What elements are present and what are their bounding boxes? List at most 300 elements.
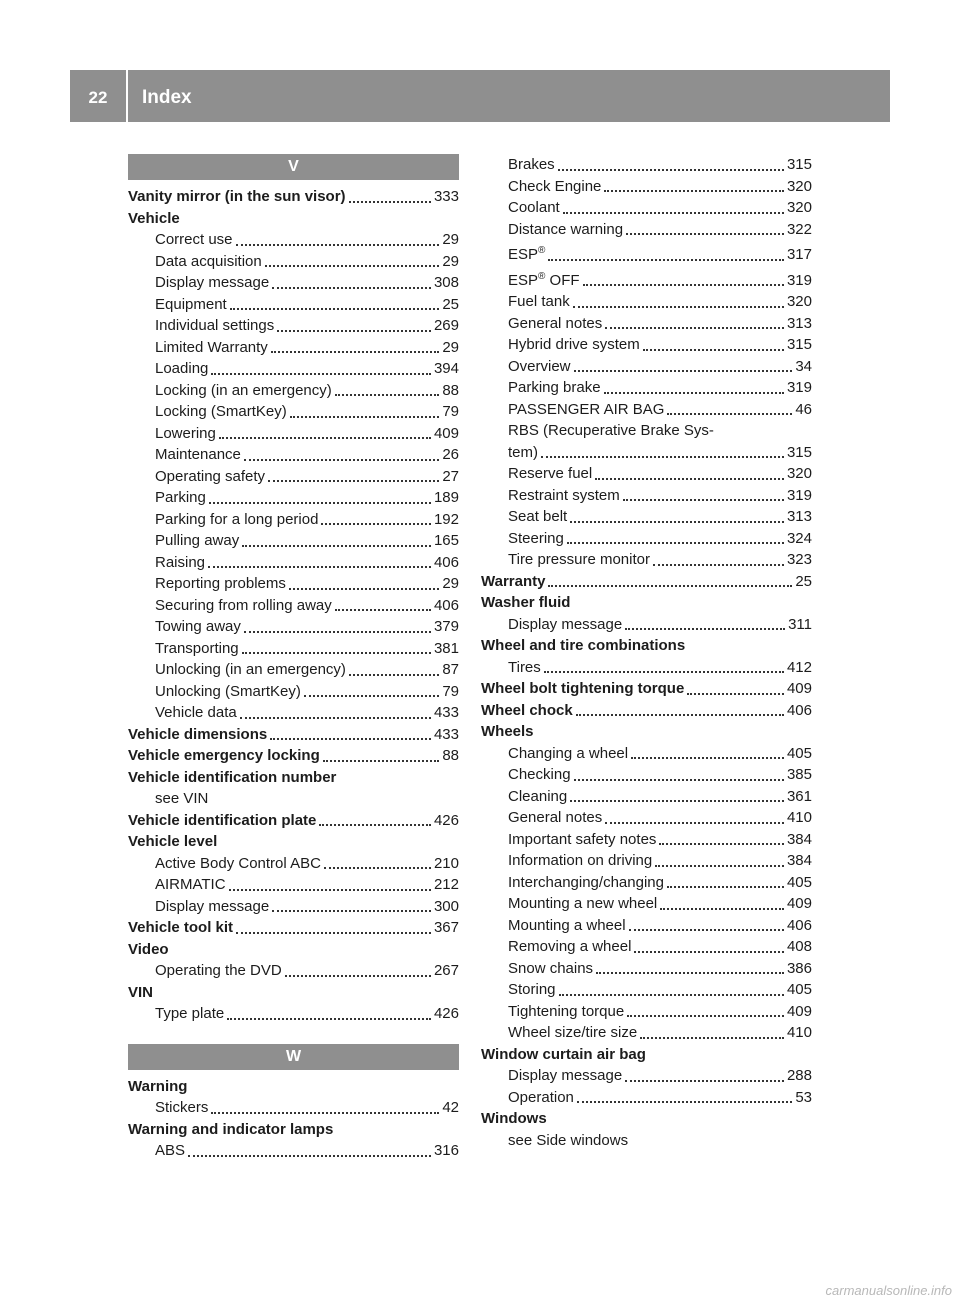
index-subentry [481, 154, 812, 176]
index-subentry [481, 463, 812, 485]
entry-term [155, 380, 332, 402]
index-subentry [481, 1065, 812, 1087]
page-ref: 210 [433, 854, 459, 872]
page-ref: 212 [433, 876, 459, 893]
entry-term-text: Interchanging/changing [508, 873, 664, 891]
index-subentry [128, 466, 459, 488]
page-ref: 361 [786, 787, 812, 805]
dot-leader [227, 1018, 431, 1020]
dot-leader [687, 693, 784, 695]
entry-term-text: Unlocking (in an emergency) [155, 661, 346, 678]
dot-leader [242, 652, 431, 654]
entry-term [508, 176, 601, 198]
page-ref: 320 [786, 465, 812, 482]
dot-leader [272, 910, 431, 912]
entry-term-text: Display message [508, 615, 623, 633]
entry-term-text: Parking [155, 489, 206, 506]
page-ref: 381 [433, 639, 459, 657]
dot-leader [290, 416, 440, 418]
entry-term-text: Fuel tank [508, 293, 570, 310]
entry-term-text: Lowering [155, 424, 216, 442]
page-ref: 433 [433, 704, 459, 721]
page-ref: 315 [786, 336, 812, 353]
entry-term [155, 358, 208, 380]
page-ref: 88 [442, 381, 459, 399]
dot-leader [277, 330, 431, 332]
entry-term [508, 743, 628, 765]
index-subentry [481, 240, 812, 266]
entry-term [155, 487, 206, 509]
index-subentry [481, 266, 812, 292]
page-ref: 379 [433, 618, 459, 635]
entry-term [155, 960, 282, 982]
dot-leader [623, 499, 784, 501]
page-ref: 79 [442, 403, 459, 420]
entry-term-text: Locking (SmartKey) [155, 403, 287, 420]
page-ref: 409 [786, 1002, 812, 1020]
page-ref: 384 [786, 852, 812, 869]
entry-term [155, 874, 226, 896]
entry-term [155, 423, 216, 445]
page-ref: 42 [442, 1099, 459, 1116]
dot-leader [667, 413, 792, 415]
dot-leader [570, 800, 784, 802]
index-subentry [481, 334, 812, 356]
dot-leader [321, 523, 431, 525]
dot-leader [625, 1080, 784, 1082]
entry-term-text: Transporting [155, 639, 239, 657]
index-subentry [481, 528, 812, 550]
entry-term [155, 896, 269, 918]
index-subentry [481, 764, 812, 786]
index-subentry [128, 251, 459, 273]
entry-term [508, 614, 622, 636]
entry-term-text: Parking brake [508, 379, 601, 396]
dot-leader [236, 244, 440, 246]
entry-term-text: Wheel chock [481, 701, 573, 719]
header-divider [126, 70, 128, 122]
index-entry [481, 571, 812, 593]
page-ref: 409 [786, 895, 812, 912]
entry-term [508, 850, 652, 872]
index-subentry [481, 176, 812, 198]
dot-leader [559, 994, 784, 996]
dot-leader [544, 671, 784, 673]
entry-term-text: Tire pressure monitor [508, 551, 650, 568]
index-subentry [481, 872, 812, 894]
page-ref: 319 [786, 271, 812, 289]
dot-leader [629, 929, 784, 931]
dot-leader [634, 951, 784, 953]
page-ref: 269 [433, 317, 459, 334]
page-ref: 409 [433, 424, 459, 442]
entry-term [155, 251, 262, 273]
entry-term [155, 272, 269, 294]
entry-term-text: Tires [508, 658, 541, 676]
index-entry [128, 745, 459, 767]
dot-leader [643, 349, 784, 351]
dot-leader [270, 738, 431, 740]
index-see-also: see Side windows [508, 1131, 629, 1149]
index-subentry [128, 444, 459, 466]
entry-term [155, 294, 227, 316]
dot-leader [229, 889, 431, 891]
entry-term-text: Steering [508, 529, 564, 547]
dot-leader [240, 717, 431, 719]
entry-term-text: ESP [508, 271, 539, 289]
entry-term [128, 745, 320, 767]
entry-term [508, 154, 555, 176]
dot-leader [272, 287, 431, 289]
entry-term-text: Operating safety [155, 467, 266, 485]
registered-mark: ® [538, 270, 546, 282]
entry-term-text: Wheel size/tire size [508, 1024, 638, 1041]
entry-term [128, 186, 346, 208]
entry-term [508, 377, 601, 399]
index-column-right [481, 154, 812, 1151]
dot-leader [573, 306, 784, 308]
dot-leader [541, 456, 784, 458]
entry-term [155, 595, 332, 617]
page-title: Index [142, 87, 192, 108]
page-ref: 267 [433, 962, 459, 979]
dot-leader [323, 760, 440, 762]
index-subentry [128, 1097, 459, 1119]
entry-term-text: Snow chains [508, 959, 594, 977]
dot-leader [570, 521, 784, 523]
dot-leader [659, 843, 784, 845]
entry-term-text: Warranty [481, 572, 546, 590]
index-subentry [128, 874, 459, 896]
page-ref: 29 [442, 575, 459, 592]
page-ref: 25 [442, 295, 459, 313]
index-heading: Windows [481, 1110, 547, 1127]
entry-term-text: Type plate [155, 1005, 225, 1022]
index-subentry [481, 786, 812, 808]
entry-term-text: Overview [508, 357, 571, 375]
index-subentry [481, 219, 812, 241]
entry-term [508, 829, 656, 851]
index-subentry [481, 807, 812, 829]
entry-term [508, 872, 664, 894]
page-ref: 165 [433, 532, 459, 549]
page-ref: 406 [433, 553, 459, 571]
dot-leader [660, 908, 784, 910]
dot-leader [236, 932, 431, 934]
entry-term [508, 958, 593, 980]
dot-leader [583, 284, 784, 286]
page-ref: 29 [442, 338, 459, 356]
entry-term-text: Cleaning [508, 787, 568, 805]
entry-term [508, 549, 650, 571]
entry-term-text: Hybrid drive system [508, 336, 640, 353]
entry-term [508, 240, 545, 266]
dot-leader [349, 674, 439, 676]
index-heading: Warning and indicator lamps [128, 1120, 334, 1138]
entry-term [155, 509, 318, 531]
index-subentry [128, 294, 459, 316]
index-subentry [128, 358, 459, 380]
entry-term-text: Loading [155, 360, 209, 377]
entry-term [155, 638, 239, 660]
index-subentry [128, 616, 459, 638]
entry-term-text: ABS [155, 1142, 186, 1159]
index-heading: Vehicle level [128, 833, 218, 850]
page-ref: 313 [786, 314, 812, 332]
index-subentry [481, 979, 812, 1001]
entry-term-text: Vanity mirror (in the sun visor) [128, 188, 346, 205]
entry-term [155, 702, 237, 724]
entry-term-text: Tightening torque [508, 1002, 625, 1020]
page-ref: 323 [786, 551, 812, 568]
entry-term-text: Data acquisition [155, 252, 262, 270]
entry-term-text: PASSENGER AIR BAG [508, 400, 665, 418]
watermark: carmanualsonline.info [825, 1283, 952, 1298]
dot-leader [627, 1015, 784, 1017]
registered-mark: ® [538, 245, 546, 256]
dot-leader [548, 259, 784, 261]
entry-term-text: Distance warning [508, 220, 624, 238]
page-ref: 319 [786, 379, 812, 396]
entry-term-text: Wheel bolt tightening torque [481, 680, 685, 697]
entry-term [508, 313, 602, 335]
entry-term-text: Mounting a new wheel [508, 895, 658, 912]
entry-term [155, 337, 268, 359]
entry-term [508, 442, 538, 464]
index-subentry [481, 549, 812, 571]
index-heading: Video [128, 940, 169, 958]
index-subentry [481, 743, 812, 765]
index-heading: Warning [128, 1077, 188, 1095]
index-subentry [128, 659, 459, 681]
page-ref: 88 [442, 747, 459, 764]
entry-term-text: Seat belt [508, 508, 568, 525]
entry-term [155, 573, 286, 595]
index-subentry [481, 356, 812, 378]
page-ref: 26 [442, 446, 459, 463]
index-subentry [128, 229, 459, 251]
dot-leader [285, 975, 431, 977]
index-entry [128, 917, 459, 939]
entry-term [481, 700, 573, 722]
entry-term [128, 810, 316, 832]
entry-term-text: Display message [155, 274, 270, 291]
index-subentry [481, 1001, 812, 1023]
page-ref: 46 [795, 400, 812, 418]
entry-term-text: ESP [508, 246, 539, 263]
entry-term [155, 681, 301, 703]
entry-term-text: Vehicle data [155, 704, 237, 721]
entry-term [508, 291, 570, 313]
entry-term [128, 917, 233, 939]
page-ref: 384 [786, 830, 812, 848]
entry-term-text: General notes [508, 809, 603, 826]
entry-term [508, 1001, 624, 1023]
dot-leader [653, 564, 784, 566]
entry-term [508, 936, 631, 958]
page-ref: 317 [786, 246, 812, 263]
page-ref: 405 [786, 981, 812, 998]
index-subentry [481, 377, 812, 399]
index-subentry [128, 595, 459, 617]
page-ref: 79 [442, 682, 459, 700]
entry-term [508, 528, 564, 550]
dot-leader [209, 502, 431, 504]
index-subentry [481, 958, 812, 980]
entry-term [508, 657, 541, 679]
entry-term [155, 401, 287, 423]
entry-term-text: Vehicle emergency locking [128, 747, 320, 764]
dot-leader [349, 201, 431, 203]
page-ref: 53 [795, 1088, 812, 1106]
index-subentry [128, 1140, 459, 1162]
dot-leader [655, 865, 784, 867]
entry-term [128, 724, 267, 746]
index-subentry [128, 702, 459, 724]
dot-leader [563, 212, 784, 214]
entry-term-text: Operating the DVD [155, 962, 282, 979]
page-ref: 426 [433, 1005, 459, 1022]
page-ref: 405 [786, 873, 812, 891]
section-header-v: V [128, 154, 459, 180]
dot-leader [335, 394, 440, 396]
index-subentry [128, 1003, 459, 1025]
entry-term [508, 219, 623, 241]
entry-term [508, 786, 567, 808]
page-ref: 316 [433, 1142, 459, 1159]
index-heading: Washer fluid [481, 594, 571, 611]
entry-term-text: Vehicle tool kit [128, 919, 234, 936]
page-ref: 409 [786, 680, 812, 697]
entry-term [155, 229, 233, 251]
index-subentry [481, 197, 812, 219]
dot-leader [604, 392, 784, 394]
entry-term [508, 506, 567, 528]
index-subentry [481, 485, 812, 507]
dot-leader [577, 1101, 792, 1103]
index-heading: Vehicle identification number [128, 768, 337, 786]
index-subentry [128, 380, 459, 402]
index-heading: Wheels [481, 723, 534, 740]
entry-term-text: Stickers [155, 1099, 209, 1116]
index-subentry [128, 573, 459, 595]
index-subentry [481, 1022, 812, 1044]
page-ref: 408 [786, 938, 812, 955]
index-subentry [128, 272, 459, 294]
page-ref: 433 [433, 725, 459, 743]
index-subentry [481, 506, 812, 528]
entry-term-text: Vehicle identification plate [128, 811, 317, 829]
page-ref: 300 [433, 897, 459, 915]
index-entry [481, 678, 812, 700]
entry-term-text: Information on driving [508, 852, 653, 869]
index-subentry [128, 638, 459, 660]
page-ref: 308 [433, 274, 459, 291]
index-see-also: see VIN [155, 790, 209, 807]
entry-term-text: Operation [508, 1088, 574, 1106]
index-subentry [128, 530, 459, 552]
entry-term-text: Reserve fuel [508, 465, 593, 482]
page-ref: 394 [433, 360, 459, 377]
dot-leader [640, 1037, 784, 1039]
dot-leader [271, 351, 440, 353]
index-subentry [128, 315, 459, 337]
dot-leader [324, 867, 431, 869]
page-ref: 311 [788, 615, 812, 633]
dot-leader [289, 588, 439, 590]
dot-leader [574, 779, 784, 781]
entry-term [508, 197, 560, 219]
page-ref: 412 [786, 658, 812, 676]
entry-term-text: Pulling away [155, 532, 240, 549]
entry-term-text: Locking (in an emergency) [155, 381, 332, 399]
page-ref: 367 [433, 919, 459, 936]
dot-leader [667, 886, 784, 888]
entry-term [508, 1065, 622, 1087]
dot-leader [268, 480, 439, 482]
entry-term-text: Parking for a long period [155, 510, 319, 528]
entry-term-text: Equipment [155, 295, 227, 313]
index-subentry [481, 313, 812, 335]
page-ref: 406 [786, 701, 812, 719]
index-entry [128, 810, 459, 832]
dot-leader [625, 628, 785, 630]
page-ref: 410 [786, 809, 812, 826]
entry-term-text: Limited Warranty [155, 338, 268, 356]
index-heading: Window curtain air bag [481, 1045, 646, 1063]
dot-leader [335, 609, 431, 611]
entry-term-text: Reporting problems [155, 575, 286, 592]
page-ref: 189 [433, 489, 459, 506]
dot-leader [576, 714, 784, 716]
entry-term-text: Coolant [508, 199, 560, 216]
page-ref: 29 [442, 231, 459, 248]
entry-term-suffix: OFF [545, 271, 580, 289]
entry-term-text: Removing a wheel [508, 938, 632, 955]
index-subentry [481, 1087, 812, 1109]
index-entry [481, 700, 812, 722]
entry-term-text: Restraint system [508, 486, 620, 504]
index-subentry [128, 853, 459, 875]
dot-leader [631, 757, 784, 759]
section-header-w: W [128, 1044, 459, 1070]
index-subentry [128, 896, 459, 918]
dot-leader [265, 265, 440, 267]
entry-term [508, 399, 664, 421]
index-subentry [128, 401, 459, 423]
entry-term [155, 444, 241, 466]
index-subentry [481, 614, 812, 636]
index-subentry [128, 681, 459, 703]
dot-leader [596, 972, 784, 974]
index-entry [128, 186, 459, 208]
entry-term-text: Correct use [155, 231, 233, 248]
dot-leader [304, 695, 439, 697]
index-subentry [128, 552, 459, 574]
dot-leader [626, 233, 784, 235]
index-subentry [481, 657, 812, 679]
page-ref: 406 [786, 916, 812, 934]
page-ref: 410 [786, 1024, 812, 1041]
entry-term [508, 485, 620, 507]
index-subentry [128, 423, 459, 445]
index-subentry [481, 829, 812, 851]
entry-term-text: Towing away [155, 618, 241, 635]
entry-term-text: Display message [155, 897, 270, 915]
index-subentry [481, 915, 812, 937]
dot-leader [605, 327, 784, 329]
dot-leader [558, 169, 784, 171]
